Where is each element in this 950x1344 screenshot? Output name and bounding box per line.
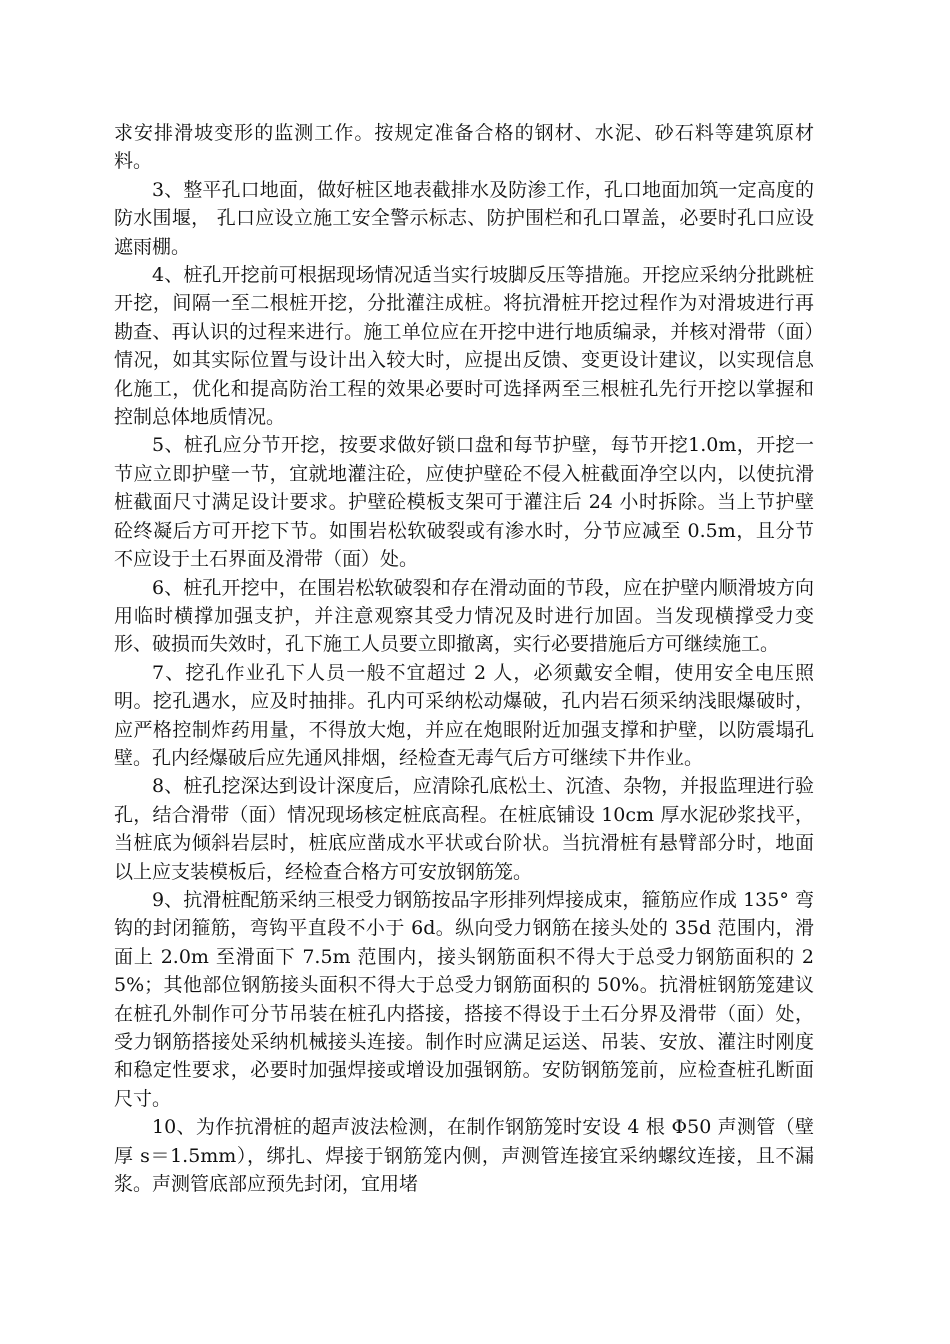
document-body — [114, 119, 814, 1198]
paragraph-item-6: 6、桩孔开挖中，在围岩松软破裂和存在滑动面的节段，应在护壁内顺滑坡方向用临时横撑加强支护，并注意观察其受力情况及时进行加固。当发现横撑受力变形、破损而失效时，孔下施工人员要立即撤离，实行必要措施后方可继续施工。 — [114, 576, 814, 656]
paragraph-item-4: 4、桩孔开挖前可根据现场情况适当实行坡脚反压等措施。开挖应采纳分批跳桩开挖，间隔一至二根桩开挖，分批灌注成桩。将抗滑桩开挖过程作为对滑坡进行再勘查、再认识的过程来进行。施工单位应在开挖中进行地质编录，并核对滑带（面）情况，如其实际位置与设计出入较大时，应提出反馈、变更设计建议，以实现信息化施工，优化和提高防治工程的效果必要时可选择两至三根桩孔先行开挖以掌握和控制总体地质情况。 — [114, 264, 814, 429]
paragraph-item-8: 8、桩孔挖深达到设计深度后，应清除孔底松土、沉渣、杂物，并报监理进行验孔，结合滑带（面）情况现场核定桩底高程。在桩底铺设 10cm 厚水泥砂浆找平，当桩底为倾斜岩层时，桩底应凿成水平状或台阶状。当抗滑桩有悬臂部分时，地面以上应支装模板后，经检查合格方可安放钢筋笼。 — [114, 775, 814, 883]
paragraph-item-7: 7、挖孔作业孔下人员一般不宜超过 2 人，必须戴安全帽，使用安全电压照明。挖孔遇水，应及时抽排。孔内可采纳松动爆破，孔内岩石须采纳浅眼爆破时，应严格控制炸药用量，不得放大炮，并应在炮眼附近加强支撑和护壁，以防震塌孔壁。孔内经爆破后应先通风排烟，经检查无毒气后方可继续下井作业。 — [114, 661, 814, 769]
paragraph-item-3: 3、整平孔口地面，做好桩区地表截排水及防渗工作，孔口地面加筑一定高度的防水围堰， 孔口应设立施工安全警示标志、防护围栏和孔口罩盖，必要时孔口应设遮雨棚。 — [114, 178, 814, 258]
paragraph-item-9: 9、抗滑桩配筋采纳三根受力钢筋按品字形排列焊接成束，箍筋应作成 135° 弯钩的封闭箍筋，弯钩平直段不小于 6d。纵向受力钢筋在接头处的 35d 范围内，滑面上 2.0m 至滑面下 7.5m 范围内，接头钢筋面积不得大于总受力钢筋面积的 25%；其他部位钢筋接头面积不得大于总受力钢筋面积的 50%。抗滑桩钢筋笼建议在桩孔外制作可分节吊装在桩孔内搭接，搭接不得设于土石分界及滑带（面）处，受力钢筋搭接处采纳机械接头连接。制作时应满足运送、吊装、安放、灌注时刚度和稳定性要求，必要时加强焊接或增设加强钢筋。安防钢筋笼前，应检查桩孔断面尺寸。 — [114, 888, 814, 1110]
paragraph-item-10: 10、为作抗滑桩的超声波法检测，在制作钢筋笼时安设 4 根 Φ50 声测管（壁厚 s＝1.5mm），绑扎、焊接于钢筋笼内侧，声测管连接宜采纳螺纹连接，且不漏浆。声测管底部应预先封闭，宜用堵 — [114, 1116, 814, 1196]
paragraph-continued: 求安排滑坡变形的监测工作。按规定准备合格的钢材、水泥、砂石料等建筑原材料。 — [114, 122, 814, 173]
paragraph-item-5: 5、桩孔应分节开挖，按要求做好锁口盘和每节护壁，每节开挖1.0m，开挖一节应立即护壁一节，宜就地灌注砼，应使护壁砼不侵入桩截面净空以内，以使抗滑桩截面尺寸满足设计要求。护壁砼模板支架可于灌注后 24 小时拆除。当上节护壁砼终凝后方可开挖下节。如围岩松软破裂或有渗水时，分节应减至 0.5m，且分节不应设于土石界面及滑带（面）处。 — [114, 434, 814, 571]
